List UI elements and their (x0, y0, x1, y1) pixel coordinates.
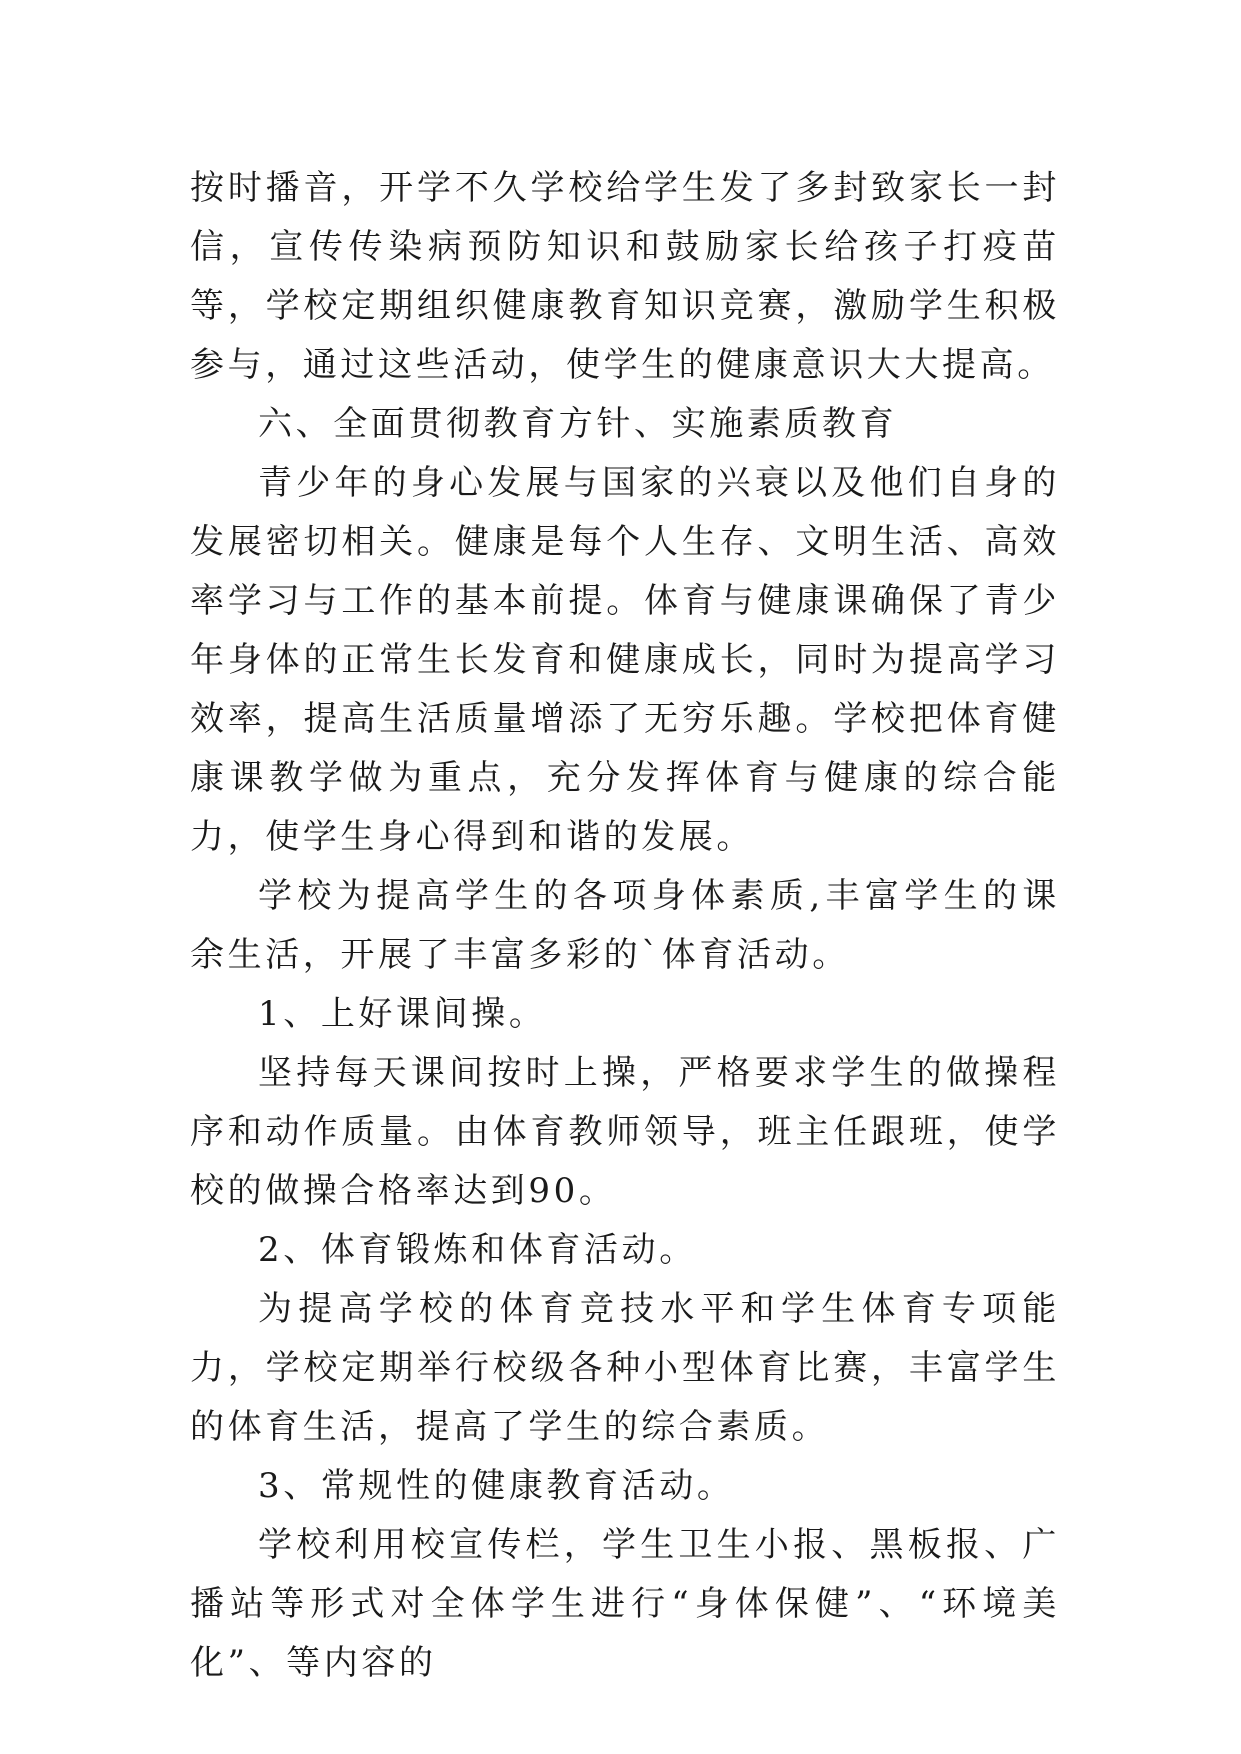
section-heading-6: 六、全面贯彻教育方针、实施素质教育 (258, 404, 898, 444)
paragraph: 为提高学校的体育竞技水平和学生体育专项能力，学校定期举行校级各种小型体育比赛，丰富学生的体育生活，提高了学生的综合素质。 (190, 1289, 1060, 1447)
paragraph: 学校为提高学生的各项身体素质,丰富学生的课余生活，开展了丰富多彩的`体育活动。 (190, 876, 1060, 975)
paragraph-continued: 按时播音，开学不久学校给学生发了多封致家长一封信，宣传传染病预防知识和鼓励家长给孩子打疫苗等，学校定期组织健康教育知识竞赛，激励学生积极参与，通过这些活动，使学生的健康意识大大提高。 (190, 168, 1060, 385)
list-heading-3: 3、常规性的健康教育活动。 (258, 1466, 735, 1506)
paragraph: 青少年的身心发展与国家的兴衰以及他们自身的发展密切相关。健康是每个人生存、文明生活、高效率学习与工作的基本前提。体育与健康课确保了青少年身体的正常生长发育和健康成长，同时为提高学习效率，提高生活质量增添了无穷乐趣。学校把体育健康课教学做为重点，充分发挥体育与健康的综合能力，使学生身心得到和谐的发展。 (190, 463, 1060, 857)
list-heading-1: 1、上好课间操。 (258, 994, 547, 1034)
list-heading-2: 2、体育锻炼和体育活动。 (258, 1230, 697, 1270)
paragraph: 学校利用校宣传栏，学生卫生小报、黑板报、广播站等形式对全体学生进行“身体保健”、“环境美化”、等内容的 (190, 1525, 1060, 1683)
document-body (190, 159, 1060, 1693)
paragraph: 坚持每天课间按时上操，严格要求学生的做操程序和动作质量。由体育教师领导，班主任跟班，使学校的做操合格率达到90。 (190, 1053, 1060, 1211)
